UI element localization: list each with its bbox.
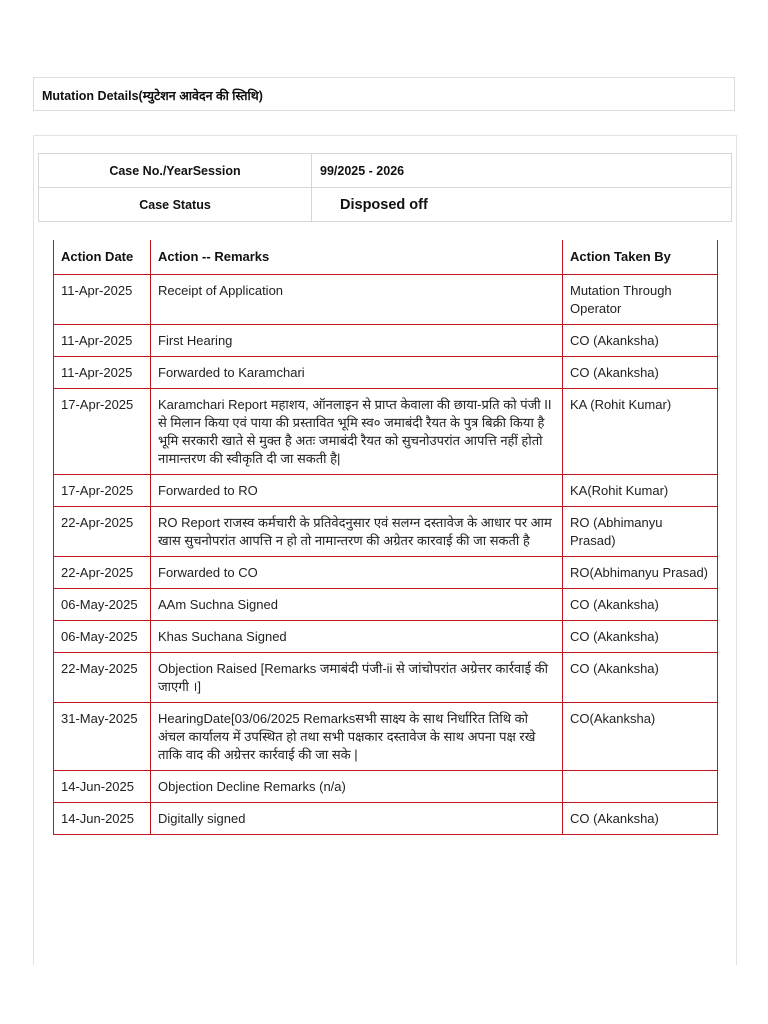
case-info-table [38, 153, 732, 222]
action-taken-by: RO(Abhimanyu Prasad) [563, 557, 718, 589]
action-taken-by: CO (Akanksha) [563, 589, 718, 621]
table-row [54, 507, 718, 557]
header-action-remarks: Action -- Remarks [151, 240, 563, 275]
case-no-value: 99/2025 - 2026 [312, 154, 732, 188]
table-row [54, 557, 718, 589]
action-date: 06-May-2025 [54, 589, 151, 621]
case-status-label: Case Status [39, 188, 312, 222]
action-remarks: Objection Raised [Remarks जमाबंदी पंजी-ii से जांचोपरांत अग्रेत्तर कार्रवाई की जाएगी ।] [151, 653, 563, 703]
page-title: Mutation Details(म्युटेशन आवेदन की स्तिथि) [42, 89, 263, 103]
action-date: 31-May-2025 [54, 703, 151, 771]
action-remarks: Khas Suchana Signed [151, 621, 563, 653]
table-row [54, 703, 718, 771]
action-date: 22-Apr-2025 [54, 557, 151, 589]
action-remarks: Forwarded to CO [151, 557, 563, 589]
action-remarks: First Hearing [151, 325, 563, 357]
action-remarks: Forwarded to RO [151, 475, 563, 507]
actions-header-row [54, 240, 718, 275]
action-taken-by [563, 771, 718, 803]
action-date: 11-Apr-2025 [54, 275, 151, 325]
action-taken-by: CO(Akanksha) [563, 703, 718, 771]
action-taken-by: KA(Rohit Kumar) [563, 475, 718, 507]
case-status-row [39, 188, 732, 222]
action-taken-by: CO (Akanksha) [563, 357, 718, 389]
table-row [54, 589, 718, 621]
action-taken-by: RO (Abhimanyu Prasad) [563, 507, 718, 557]
table-row [54, 653, 718, 703]
table-row [54, 771, 718, 803]
header-action-date: Action Date [54, 240, 151, 275]
table-row [54, 621, 718, 653]
action-remarks: AAm Suchna Signed [151, 589, 563, 621]
action-remarks: Receipt of Application [151, 275, 563, 325]
action-taken-by: Mutation Through Operator [563, 275, 718, 325]
table-row [54, 275, 718, 325]
table-row [54, 803, 718, 835]
table-row [54, 357, 718, 389]
action-taken-by: CO (Akanksha) [563, 803, 718, 835]
action-date: 06-May-2025 [54, 621, 151, 653]
actions-table [53, 240, 718, 835]
action-remarks: HearingDate[03/06/2025 Remarksसभी साक्ष्य के साथ निर्धारित तिथि को अंचल कार्यालय में उपस्थित हो तथा सभी पक्षकार दस्तावेज के साथ अपना पक्ष रखे ताकि वाद की अग्रेत्तर कार्रवाई की जा सके | [151, 703, 563, 771]
action-date: 14-Jun-2025 [54, 771, 151, 803]
table-row [54, 325, 718, 357]
action-remarks: Karamchari Report महाशय, ऑनलाइन से प्राप्त केवाला की छाया-प्रति को पंजी II से मिलान किया एवं पाया की प्रस्तावित भूमि स्व० जमाबंदी रैयत के पुत्र बिक्री किया है भूमि सरकारी खाते से मुक्त है अतः जमाबंदी रैयत को सुचनोउपरांत आपत्ति नहीं होतो नामान्तरण की स्वीकृति दी जा सकती है| [151, 389, 563, 475]
action-taken-by: CO (Akanksha) [563, 621, 718, 653]
mutation-details-header [33, 77, 735, 111]
action-remarks: Forwarded to Karamchari [151, 357, 563, 389]
action-taken-by: CO (Akanksha) [563, 325, 718, 357]
case-no-label: Case No./YearSession [39, 154, 312, 188]
header-action-taken-by: Action Taken By [563, 240, 718, 275]
case-status-value: Disposed off [312, 188, 732, 222]
action-remarks: Digitally signed [151, 803, 563, 835]
action-date: 11-Apr-2025 [54, 325, 151, 357]
action-taken-by: KA (Rohit Kumar) [563, 389, 718, 475]
action-date: 17-Apr-2025 [54, 389, 151, 475]
action-taken-by: CO (Akanksha) [563, 653, 718, 703]
action-date: 17-Apr-2025 [54, 475, 151, 507]
action-remarks: Objection Decline Remarks (n/a) [151, 771, 563, 803]
action-date: 11-Apr-2025 [54, 357, 151, 389]
action-remarks: RO Report राजस्व कर्मचारी के प्रतिवेदनुसार एवं सलग्न दस्तावेज के आधार पर आम खास सुचनोपरांत आपत्ति न हो तो नामान्तरण की अग्रेतर कारवाई की जा सकती है [151, 507, 563, 557]
action-date: 22-May-2025 [54, 653, 151, 703]
action-date: 14-Jun-2025 [54, 803, 151, 835]
table-row [54, 389, 718, 475]
table-row [54, 475, 718, 507]
case-no-row [39, 154, 732, 188]
action-date: 22-Apr-2025 [54, 507, 151, 557]
